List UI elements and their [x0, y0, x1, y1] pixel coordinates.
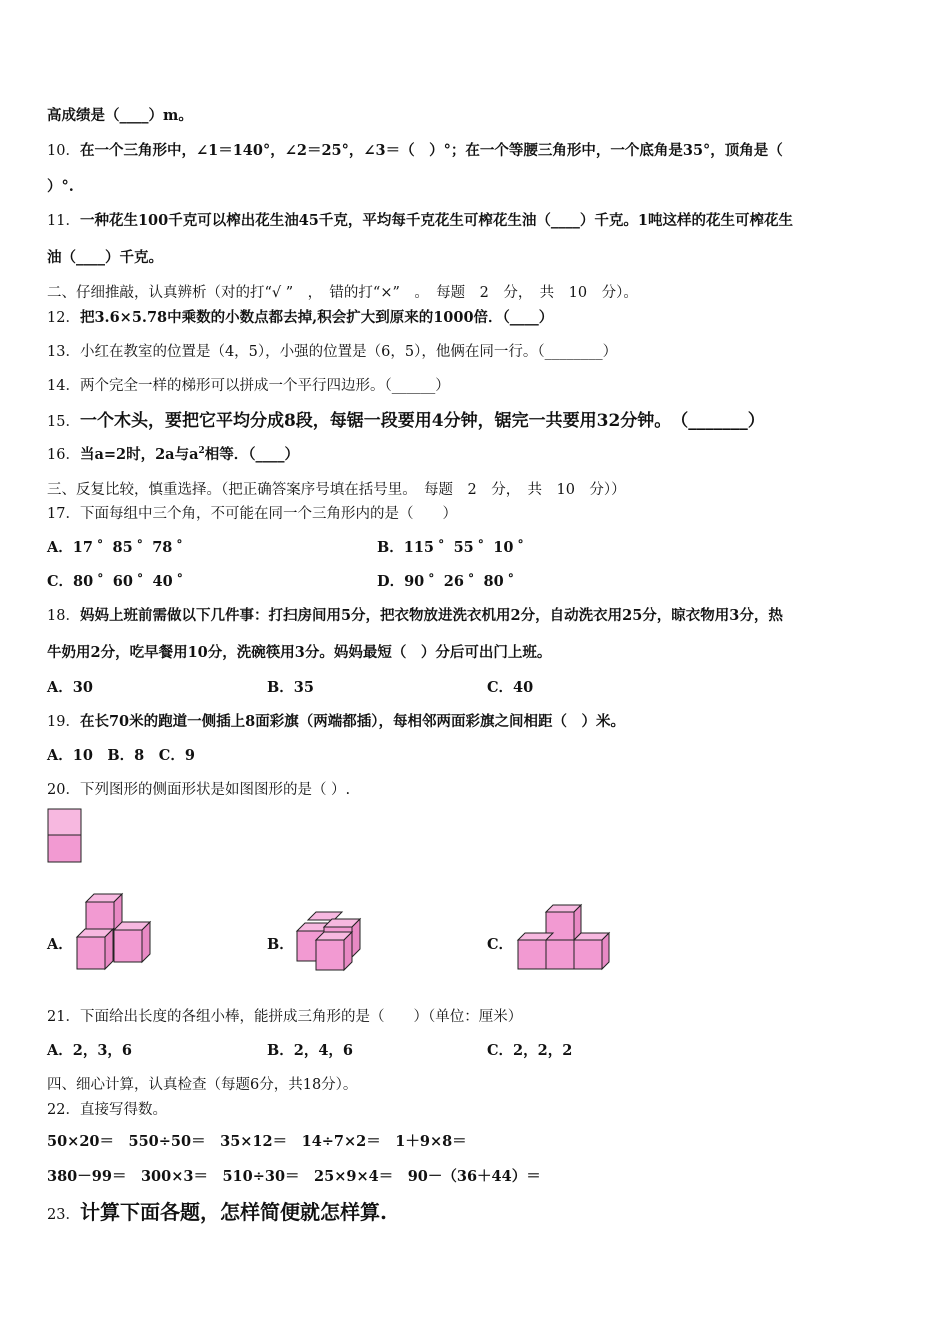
- question-18-line1: [47, 604, 783, 625]
- question-text: 妈妈上班前需做以下几件事：打扫房间用5分，把衣物放进洗衣机用2分，自动洗衣用25分，晾衣物用3分，热: [79, 607, 783, 624]
- question-number: 17．: [47, 506, 80, 522]
- options-19: A．10 B．8 C．9: [47, 747, 195, 764]
- figure-cubes-c: [517, 902, 613, 972]
- question-14: [47, 374, 450, 395]
- question-11-line1: [47, 209, 793, 230]
- question-number: 23．: [47, 1207, 80, 1223]
- option-20-c-label: C．: [487, 936, 514, 953]
- question-number: 19．: [47, 714, 80, 730]
- question-20: [47, 778, 350, 799]
- option-21-b: B．2，4，6: [267, 1042, 354, 1059]
- option-18-a: A．30: [47, 679, 93, 696]
- question-number: 12．: [47, 310, 80, 326]
- option-18-c: C．40: [487, 679, 534, 696]
- question-12: [47, 306, 553, 327]
- question-10-line1: [47, 139, 783, 160]
- option-21-c: C．2，2，2: [487, 1042, 573, 1059]
- superscript: 2: [198, 446, 205, 457]
- question-15: [47, 406, 765, 431]
- question-text: 下列图形的侧面形状是如图图形的是（ ）.: [79, 782, 351, 798]
- option-17-c: C．80 ゜60 ゜40 ゜: [47, 573, 193, 590]
- question-text: 计算下面各题，怎样简便就怎样算.: [79, 1200, 387, 1224]
- calc-row-1: 50×20＝ 550÷50＝ 35×12＝ 14÷7×2＝ 1＋9×8＝: [47, 1133, 467, 1150]
- option-21-a: A．2，3，6: [47, 1042, 133, 1059]
- question-11-line2: 油（____）千克。: [47, 249, 163, 266]
- question-10-line2: ）°.: [47, 178, 74, 195]
- option-17-a: A．17 ゜85 ゜78 ゜: [47, 539, 192, 556]
- question-number: 22．: [47, 1102, 80, 1118]
- question-18-line2: 牛奶用2分，吃早餐用10分，洗碗筷用3分。妈妈最短（ ）分后可出门上班。: [47, 644, 552, 661]
- question-text: 在长70米的跑道一侧插上8面彩旗（两端都插），每相邻两面彩旗之间相距（ ）米。: [79, 713, 625, 730]
- question-text: 下面给出长度的各组小棒，能拼成三角形的是（ ）（单位：厘米）: [79, 1009, 523, 1025]
- figure-side-view: [47, 808, 83, 864]
- question-text-tail: 相等．（____）: [204, 446, 299, 463]
- section-4-heading: 四、细心计算，认真检查（每题6分，共18分）。: [47, 1077, 358, 1093]
- question-text: 把3.6×5.78中乘数的小数点都去掉,积会扩大到原来的1000倍．（____）: [79, 309, 554, 326]
- figure-cubes-b: [296, 911, 366, 971]
- question-text: 在一个三角形中，∠1＝140°，∠2＝25°，∠3＝（ ）°；在一个等腰三角形中，一个底角是35°，顶角是（: [79, 142, 783, 159]
- question-text: 两个完全一样的梯形可以拼成一个平行四边形。（______）: [79, 378, 450, 394]
- question-number: 20．: [47, 782, 80, 798]
- question-text: 下面每组中三个角，不可能在同一个三角形内的是（ ）: [79, 506, 457, 522]
- question-text: 当a=2时，2a与a: [79, 446, 199, 463]
- question-number: 14．: [47, 378, 80, 394]
- question-number: 21．: [47, 1009, 80, 1025]
- question-16: [47, 443, 299, 464]
- question-text: 直接写得数。: [79, 1102, 167, 1118]
- question-text: 一个木头，要把它平均分成8段，每锯一段要用4分钟，锯完一共要用32分钟。 （_______）: [79, 411, 765, 431]
- question-23: [47, 1196, 387, 1225]
- question-number: 11．: [47, 213, 80, 229]
- calc-row-2: 380－99＝ 300×3＝ 510÷30＝ 25×9×4＝ 90－（36＋44）＝: [47, 1168, 541, 1185]
- question-19: [47, 710, 625, 731]
- question-number: 13．: [47, 344, 80, 360]
- question-number: 16．: [47, 447, 80, 463]
- option-17-b: B．115 ゜55 ゜10 ゜: [377, 539, 534, 556]
- line-prev-answer: 高成绩是（____）m。: [47, 107, 193, 124]
- option-17-d: D．90 ゜26 ゜80 ゜: [377, 573, 524, 590]
- option-20-a-label: A．: [47, 936, 73, 953]
- question-22: [47, 1098, 167, 1119]
- question-text: 小红在教室的位置是（4，5），小强的位置是（6，5），他俩在同一行。（________）: [79, 344, 618, 360]
- question-text: 一种花生100千克可以榨出花生油45千克，平均每千克花生可榨花生油（____）千克。1吨这样的花生可榨花生: [79, 212, 793, 229]
- option-18-b: B．35: [267, 679, 314, 696]
- question-number: 10．: [47, 143, 80, 159]
- section-2-heading: 二、仔细推敲，认真辨析（对的打“√ ” ， 错的打“×” 。 每题 2 分， 共 10 分）。: [47, 285, 638, 301]
- figure-cubes-a: [76, 893, 152, 971]
- section-3-heading: 三、反复比较，慎重选择。（把正确答案序号填在括号里。 每题 2 分， 共 10 分））: [47, 482, 626, 498]
- question-13: [47, 340, 617, 361]
- option-20-b-label: B．: [267, 936, 294, 953]
- question-17: [47, 502, 457, 523]
- question-number: 18．: [47, 608, 80, 624]
- question-number: 15．: [47, 414, 80, 430]
- question-21: [47, 1005, 522, 1026]
